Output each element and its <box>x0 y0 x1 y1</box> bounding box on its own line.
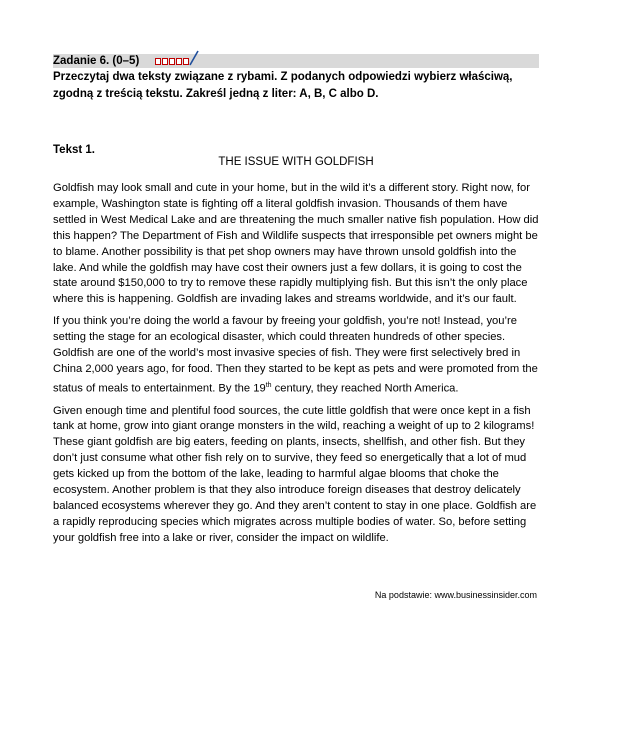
article-title: THE ISSUE WITH GOLDFISH <box>218 156 374 168</box>
score-box <box>155 58 161 65</box>
superscript: th <box>265 381 272 389</box>
task-title: Zadanie 6. (0–5) <box>53 55 140 67</box>
task-header <box>53 54 539 68</box>
pencil-icon <box>189 50 199 66</box>
source-citation: Na podstawie: www.businessinsider.com <box>374 590 537 600</box>
text-label: Tekst 1. <box>53 144 95 156</box>
article-paragraph: Given enough time and plentiful food sources, the cute little goldfish that were once kept in a fish tank at home, grow into giant orange monsters in the wild, reaching a weight of up to 2 kilograms! These giant goldfish are big eaters, feeding on plants, insects, shellfish, and other fish. But they don’t just consume what other fish rely on to survive, they feed so energetically that a lot of mud gets kicked up from the bottom of the lake, leading to harmful algae blooms that choke the ecosystem. Another problem is that they also introduce foreign diseases that destroy delicately balanced ecosystems wherever they go. And they aren’t content to stay in one place. Goldfish are a rapidly reproducing species which migrates across multiple bodies of water. So, before setting your goldfish free into a lake or river, consider the impact on wildlife. <box>53 404 537 544</box>
score-box <box>162 58 168 65</box>
score-box <box>176 58 182 65</box>
article-paragraph: Goldfish may look small and cute in your home, but in the wild it’s a different story. Right now, for example, Washington state is fighting off a literal goldfish invasion. Thousands of them have settled in West Medical Lake and are threatening the much smaller native fish population. How did this happen? The Department of Fish and Wildlife suspects that irresponsible pet owners might be to blame. Another possibility is that pet shop owners may have thrown unsold goldfish into the lake. And while the goldfish may have cost their owners just a few dollars, it is going to cost the state around $150,000 to try to remove these rapidly multiplying fish. But this isn’t the only place where this is happening. Goldfish are invading lakes and streams worldwide, and it’s our fault. <box>53 182 539 306</box>
paragraph-text: century, they reached North America. <box>271 382 459 395</box>
paragraph-text: If you think you’re doing the world a favour by freeing your goldfish, you’re not! Instead, you’re setting the stage for an ecological disaster, which could threaten hundreds of other species. Goldfish are one of the world’s most invasive species of fish. They were first selectively bred in China 2,000 years ago, for food. Then they started to be kept as pets and were promoted from the status of meals to entertainment. By the 19 <box>53 315 538 395</box>
score-boxes <box>155 58 190 65</box>
article-paragraph <box>53 314 543 397</box>
score-box <box>169 58 175 65</box>
task-instructions: Przeczytaj dwa teksty związane z rybami. Z podanych odpowiedzi wybierz właściwą, zgodną z treścią tekstu. Zakreśl jedną z liter: A, B, C albo D. <box>53 71 513 100</box>
article-body <box>53 181 543 553</box>
